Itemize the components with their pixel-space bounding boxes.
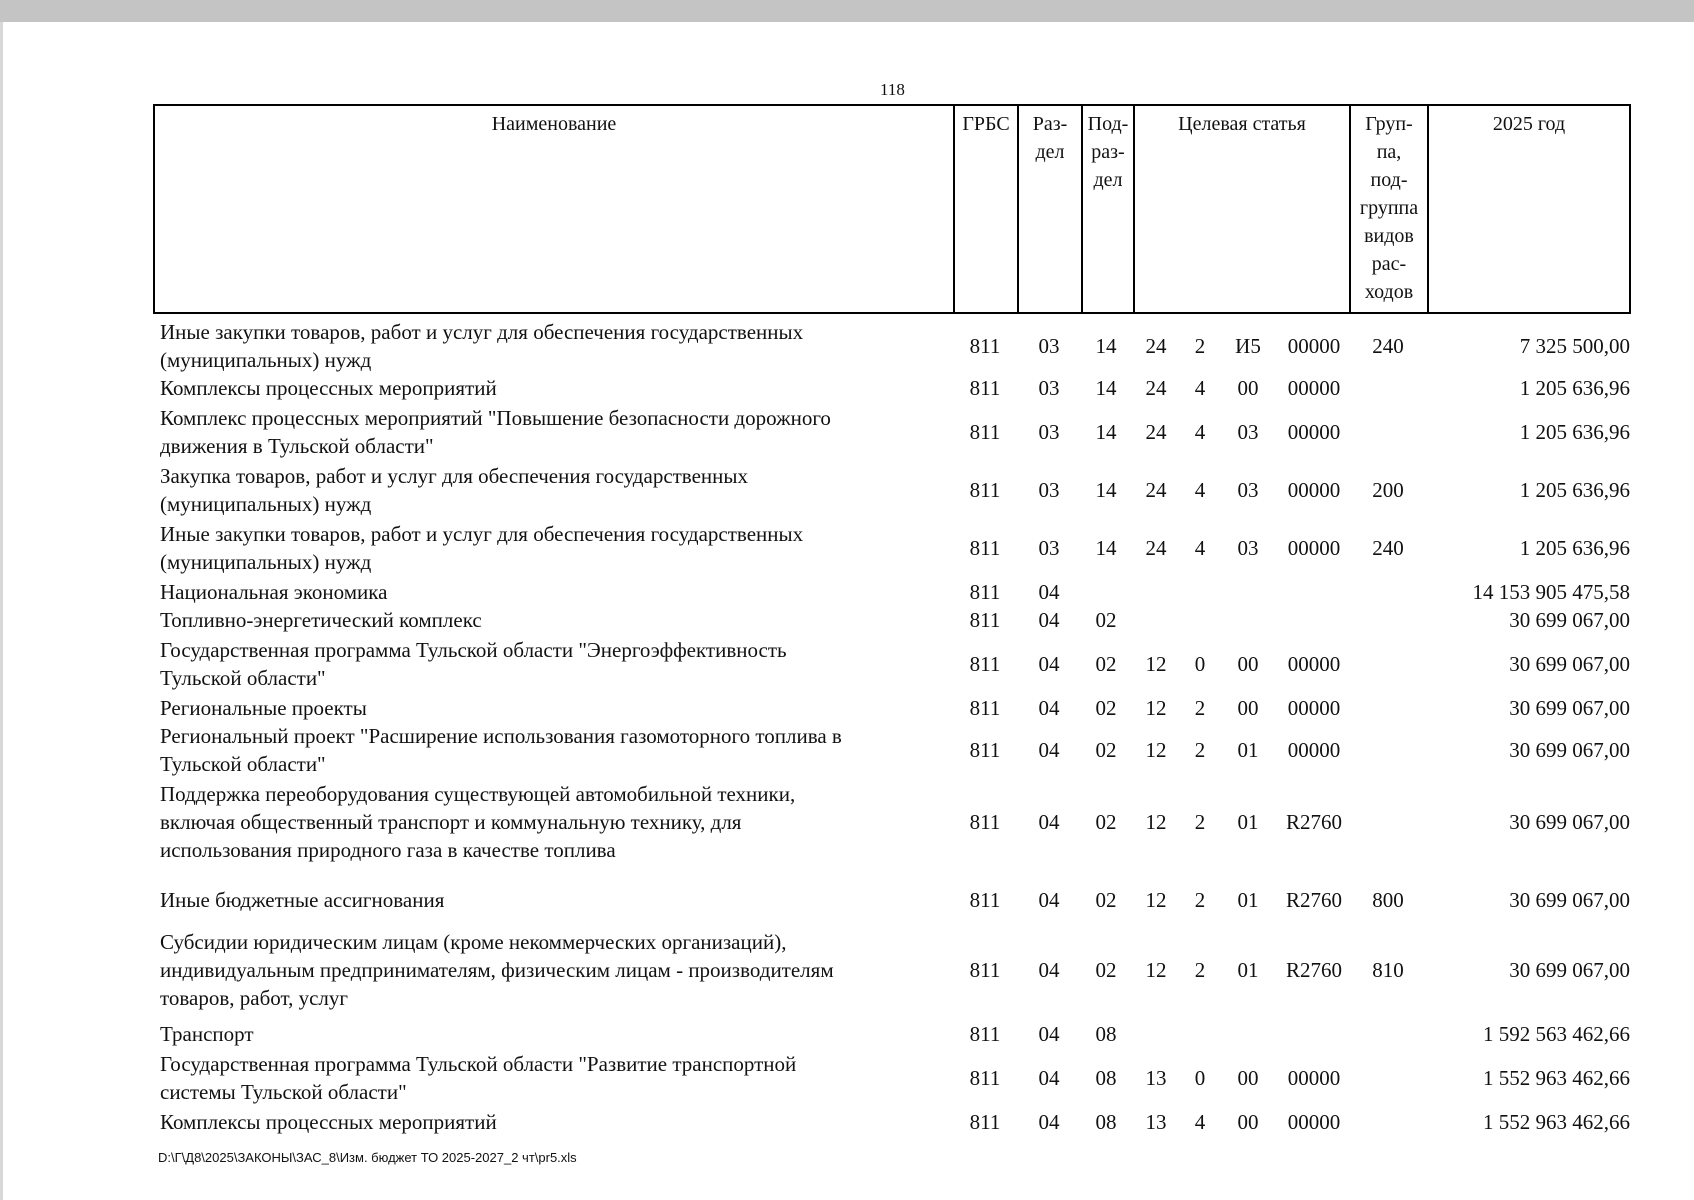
row-cell-t4: 00000	[1287, 1066, 1341, 1090]
row-amount: 1 205 636,96	[1519, 478, 1630, 502]
row-name-line: (муниципальных) нужд	[160, 348, 372, 372]
row-name-line: Комплекс процессных мероприятий "Повышение безопасности дорожного	[160, 406, 831, 430]
row-cell-grbs: 811	[969, 608, 1001, 632]
row-name-line: Иные бюджетные ассигнования	[160, 888, 445, 912]
row-cell-rz: 04	[1038, 1022, 1060, 1046]
row-cell-pr: 14	[1095, 376, 1117, 400]
row-cell-t4: R2760	[1285, 958, 1342, 982]
table-row	[0, 606, 1694, 634]
row-amount: 1 552 963 462,66	[1483, 1066, 1630, 1090]
row-cell-t4: 00000	[1287, 334, 1341, 358]
row-name	[160, 636, 940, 692]
row-cell-t4: 00000	[1287, 536, 1341, 560]
row-cell-grbs: 811	[969, 1066, 1001, 1090]
row-cell-pr: 02	[1095, 696, 1117, 720]
row-amount: 30 699 067,00	[1509, 958, 1630, 982]
row-cell-t3: 01	[1237, 888, 1259, 912]
row-cell-grbs: 811	[969, 580, 1001, 604]
row-cell-t1: 12	[1145, 888, 1167, 912]
row-cell-t1: 24	[1145, 420, 1167, 444]
header-year: 2025 год	[1427, 106, 1629, 312]
row-name	[160, 722, 940, 778]
row-cell-rz: 04	[1038, 652, 1060, 676]
row-cell-pr: 14	[1095, 334, 1117, 358]
row-cell-vr: 810	[1372, 958, 1404, 982]
row-cell-rz: 03	[1038, 376, 1060, 400]
row-cell-t3: 00	[1237, 696, 1259, 720]
row-cell-t3: 00	[1237, 376, 1259, 400]
row-cell-t3: 03	[1237, 536, 1259, 560]
table-row	[0, 722, 1694, 778]
table-row	[0, 1108, 1694, 1136]
row-name-line: (муниципальных) нужд	[160, 550, 372, 574]
row-cell-t4: 00000	[1287, 420, 1341, 444]
row-amount: 1 205 636,96	[1519, 420, 1630, 444]
row-name-line: движения в Тульской области"	[160, 434, 434, 458]
row-name-line: использования природного газа в качестве топлива	[160, 838, 616, 862]
row-amount: 1 552 963 462,66	[1483, 1110, 1630, 1134]
table-row	[0, 318, 1694, 374]
row-cell-t2: 2	[1194, 958, 1206, 982]
file-path-footer: D:\Г\Д8\2025\ЗАКОНЫ\ЗАС_8\Изм. бюджет ТО 2025-2027_2 чт\pr5.xls	[158, 1150, 577, 1165]
row-cell-pr: 08	[1095, 1022, 1117, 1046]
row-cell-grbs: 811	[969, 888, 1001, 912]
row-name-line: Государственная программа Тульской области "Развитие транспортной	[160, 1052, 797, 1076]
row-cell-rz: 03	[1038, 478, 1060, 502]
header-podrazdel: Под- раз- дел	[1081, 106, 1133, 312]
row-name-line: Поддержка переоборудования существующей автомобильной техники,	[160, 782, 796, 806]
row-amount: 30 699 067,00	[1509, 738, 1630, 762]
row-name-line: индивидуальным предпринимателям, физическим лицам - производителям	[160, 958, 834, 982]
row-cell-pr: 02	[1095, 958, 1117, 982]
row-name-line: Региональный проект "Расширение использования газомоторного топлива в	[160, 724, 842, 748]
row-amount: 14 153 905 475,58	[1472, 580, 1630, 604]
row-cell-t1: 24	[1145, 536, 1167, 560]
row-name	[160, 928, 940, 1012]
row-amount: 7 325 500,00	[1519, 334, 1630, 358]
row-cell-t1: 24	[1145, 334, 1167, 358]
row-name	[160, 694, 940, 722]
row-amount: 1 205 636,96	[1519, 376, 1630, 400]
row-cell-t2: 2	[1194, 334, 1206, 358]
row-cell-t2: 4	[1194, 1110, 1206, 1134]
row-cell-vr: 240	[1372, 334, 1404, 358]
row-cell-pr: 02	[1095, 652, 1117, 676]
row-cell-t3: 03	[1237, 420, 1259, 444]
row-cell-vr: 240	[1372, 536, 1404, 560]
page-number: 118	[880, 80, 905, 99]
row-amount: 1 592 563 462,66	[1483, 1022, 1630, 1046]
row-cell-t3: 00	[1237, 652, 1259, 676]
row-cell-t2: 2	[1194, 738, 1206, 762]
row-cell-grbs: 811	[969, 478, 1001, 502]
table-row	[0, 404, 1694, 460]
table-row	[0, 578, 1694, 606]
row-cell-pr: 02	[1095, 888, 1117, 912]
row-cell-rz: 04	[1038, 608, 1060, 632]
row-name	[160, 404, 940, 460]
row-cell-t3: 00	[1237, 1110, 1259, 1134]
row-cell-t4: 00000	[1287, 376, 1341, 400]
row-cell-t2: 2	[1194, 888, 1206, 912]
table-row	[0, 780, 1694, 864]
row-cell-vr: 800	[1372, 888, 1404, 912]
row-cell-grbs: 811	[969, 810, 1001, 834]
row-name	[160, 606, 940, 634]
row-name-line: Топливно-энергетический комплекс	[160, 608, 482, 632]
row-amount: 30 699 067,00	[1509, 652, 1630, 676]
row-cell-t2: 2	[1194, 696, 1206, 720]
table-row	[0, 1020, 1694, 1048]
row-cell-t1: 12	[1145, 958, 1167, 982]
row-cell-t2: 4	[1194, 376, 1206, 400]
row-name	[160, 318, 940, 374]
row-cell-grbs: 811	[969, 696, 1001, 720]
row-cell-t2: 4	[1194, 478, 1206, 502]
row-name	[160, 374, 940, 402]
row-name-line: Субсидии юридическим лицам (кроме некоммерческих организаций),	[160, 930, 787, 954]
row-name-line: Национальная экономика	[160, 580, 388, 604]
row-cell-t1: 13	[1145, 1110, 1167, 1134]
row-name-line: Комплексы процессных мероприятий	[160, 1110, 497, 1134]
row-name-line: товаров, работ, услуг	[160, 986, 349, 1010]
header-razdel: Раз- дел	[1017, 106, 1081, 312]
row-name	[160, 520, 940, 576]
row-name-line: Иные закупки товаров, работ и услуг для обеспечения государственных	[160, 522, 804, 546]
row-cell-t4: 00000	[1287, 738, 1341, 762]
row-cell-rz: 04	[1038, 696, 1060, 720]
row-cell-rz: 04	[1038, 810, 1060, 834]
row-cell-grbs: 811	[969, 1022, 1001, 1046]
table-row	[0, 374, 1694, 402]
row-cell-t4: 00000	[1287, 1110, 1341, 1134]
row-cell-t1: 12	[1145, 810, 1167, 834]
row-cell-t3: 01	[1237, 958, 1259, 982]
row-name-line: Государственная программа Тульской области "Энергоэффективность	[160, 638, 787, 662]
row-cell-rz: 04	[1038, 888, 1060, 912]
header-celevaya-statya: Целевая статья	[1133, 106, 1349, 312]
row-cell-pr: 02	[1095, 738, 1117, 762]
row-cell-t1: 12	[1145, 652, 1167, 676]
table-row	[0, 928, 1694, 1012]
row-cell-rz: 03	[1038, 420, 1060, 444]
table-row	[0, 886, 1694, 914]
header-gruppa-vidov-rashodov: Груп- па, под- группа видов рас- ходов	[1349, 106, 1427, 312]
row-cell-t1: 12	[1145, 696, 1167, 720]
row-amount: 1 205 636,96	[1519, 536, 1630, 560]
table-row	[0, 694, 1694, 722]
table-row	[0, 636, 1694, 692]
row-cell-rz: 03	[1038, 536, 1060, 560]
row-name-line: Закупка товаров, работ и услуг для обеспечения государственных	[160, 464, 749, 488]
row-cell-t4: R2760	[1285, 810, 1342, 834]
row-cell-pr: 02	[1095, 608, 1117, 632]
row-name	[160, 886, 940, 914]
row-cell-pr: 08	[1095, 1110, 1117, 1134]
row-cell-pr: 14	[1095, 420, 1117, 444]
row-cell-rz: 03	[1038, 334, 1060, 358]
row-cell-t1: 13	[1145, 1066, 1167, 1090]
row-cell-t4: 00000	[1287, 652, 1341, 676]
row-cell-t3: 03	[1237, 478, 1259, 502]
row-cell-grbs: 811	[969, 334, 1001, 358]
row-name	[160, 780, 940, 864]
header-name: Наименование	[491, 113, 617, 135]
row-cell-grbs: 811	[969, 652, 1001, 676]
row-cell-t3: 01	[1237, 810, 1259, 834]
row-amount: 30 699 067,00	[1509, 888, 1630, 912]
row-name	[160, 1020, 940, 1048]
row-name	[160, 578, 940, 606]
row-cell-rz: 04	[1038, 1110, 1060, 1134]
row-cell-t4: R2760	[1285, 888, 1342, 912]
row-name	[160, 462, 940, 518]
row-cell-t3: 01	[1237, 738, 1259, 762]
row-name-line: Тульской области"	[160, 752, 326, 776]
row-amount: 30 699 067,00	[1509, 696, 1630, 720]
row-cell-rz: 04	[1038, 958, 1060, 982]
row-cell-pr: 08	[1095, 1066, 1117, 1090]
row-cell-t2: 0	[1194, 1066, 1206, 1090]
row-cell-rz: 04	[1038, 1066, 1060, 1090]
row-cell-t2: 2	[1194, 810, 1206, 834]
row-name-line: Иные закупки товаров, работ и услуг для обеспечения государственных	[160, 320, 804, 344]
row-amount: 30 699 067,00	[1509, 608, 1630, 632]
row-name-line: Комплексы процессных мероприятий	[160, 376, 497, 400]
row-cell-t4: 00000	[1287, 478, 1341, 502]
row-cell-grbs: 811	[969, 536, 1001, 560]
row-cell-rz: 04	[1038, 580, 1060, 604]
row-name	[160, 1108, 940, 1136]
row-name	[160, 1050, 940, 1106]
row-name-line: (муниципальных) нужд	[160, 492, 372, 516]
row-cell-grbs: 811	[969, 958, 1001, 982]
row-cell-t2: 4	[1194, 536, 1206, 560]
row-cell-grbs: 811	[969, 420, 1001, 444]
table-row	[0, 1050, 1694, 1106]
table-row	[0, 462, 1694, 518]
row-cell-grbs: 811	[969, 738, 1001, 762]
row-name-line: Региональные проекты	[160, 696, 367, 720]
row-cell-t3: И5	[1235, 334, 1261, 358]
row-name-line: включая общественный транспорт и коммунальную технику, для	[160, 810, 742, 834]
row-cell-t4: 00000	[1287, 696, 1341, 720]
row-name-line: Транспорт	[160, 1022, 254, 1046]
table-row	[0, 520, 1694, 576]
row-cell-pr: 02	[1095, 810, 1117, 834]
row-cell-pr: 14	[1095, 478, 1117, 502]
header-grbs: ГРБС	[953, 106, 1017, 312]
row-cell-grbs: 811	[969, 376, 1001, 400]
row-name-line: Тульской области"	[160, 666, 326, 690]
row-cell-t1: 24	[1145, 478, 1167, 502]
row-name-line: системы Тульской области"	[160, 1080, 407, 1104]
row-cell-t1: 12	[1145, 738, 1167, 762]
row-cell-t2: 0	[1194, 652, 1206, 676]
row-cell-t2: 4	[1194, 420, 1206, 444]
row-cell-vr: 200	[1372, 478, 1404, 502]
row-cell-t1: 24	[1145, 376, 1167, 400]
row-amount: 30 699 067,00	[1509, 810, 1630, 834]
row-cell-grbs: 811	[969, 1110, 1001, 1134]
row-cell-t3: 00	[1237, 1066, 1259, 1090]
row-cell-rz: 04	[1038, 738, 1060, 762]
row-cell-pr: 14	[1095, 536, 1117, 560]
